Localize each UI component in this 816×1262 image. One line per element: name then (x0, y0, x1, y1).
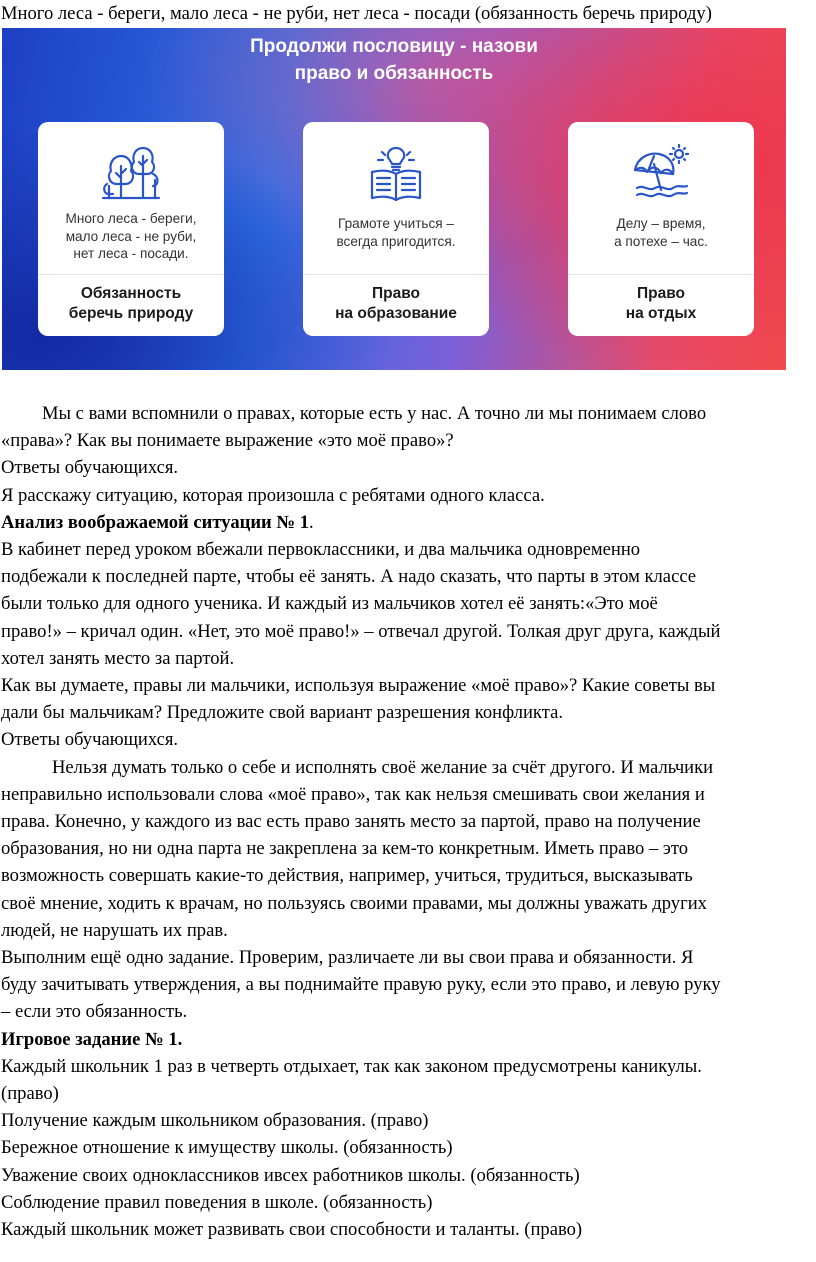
banner-title (2, 33, 786, 87)
card-divider (303, 274, 489, 275)
paragraph-line: были только для одного ученика. И каждый из мальчиков хотел её занять:«Это моё (1, 593, 658, 615)
card-answer-text (572, 284, 750, 323)
answer-line: Право (371, 285, 421, 302)
answer-line: на отдых (625, 304, 697, 322)
card-proverb-text (44, 210, 218, 263)
card-divider (38, 274, 224, 275)
statement-line: Уважение своих одноклассников ивсех работников школы. (обязанность) (1, 1164, 580, 1186)
answer-line: на образование (335, 304, 457, 322)
paragraph-line: образования, но ни одна парта не закреплена за кем-то конкретным. Иметь право – это (1, 838, 689, 860)
paragraph-line: Мы с вами вспомнили о правах, которые есть у нас. А точно ли мы понимаем слово (42, 403, 707, 424)
statement-line: Бережное отношение к имуществу школы. (обязанность) (1, 1137, 453, 1159)
paragraph-line: Как вы думаете, правы ли мальчики, используя выражение «моё право»? Какие советы вы (1, 675, 716, 697)
card-proverb-text (574, 215, 748, 250)
card-divider (568, 274, 754, 275)
paragraph-line: возможность совершать какие-то действия, например, учиться, трудиться, высказывать (1, 865, 693, 887)
card-answer-text (307, 284, 485, 323)
section-heading-situation (1, 509, 816, 536)
paragraph-line: людей, не нарушать их прав. (1, 919, 228, 941)
banner-title-line-2: право и обязанность (294, 63, 494, 84)
paragraph-line: неправильно использовали слова «моё право», так как нельзя смешивать свои желания и (1, 783, 705, 805)
section-heading-game: Игровое задание № 1. (1, 1028, 183, 1050)
card-right-education (303, 122, 489, 336)
proverb-line: нет леса - посади. (73, 246, 189, 261)
paragraph-line: «права»? Как вы понимаете выражение «это моё право»? (1, 430, 454, 452)
paragraph-line: В кабинет перед уроком вбежали первоклассники, и два мальчика одновременно (1, 539, 641, 561)
card-duty-nature (38, 122, 224, 336)
answer-line: Право (636, 285, 686, 302)
paragraph-line: Выполним ещё одно задание. Проверим, различаете ли вы свои права и обязанности. Я (1, 947, 694, 969)
body-text (1, 400, 816, 1243)
banner-title-line-1: Продолжи пословицу - назови (250, 36, 538, 57)
paragraph-line: право!» – кричал один. «Нет, это моё право!» – отвечал другой. Толкая друг друга, каждый (1, 620, 721, 642)
statement-line: Получение каждым школьником образования. (право) (1, 1110, 429, 1132)
statement-line: Соблюдение правил поведения в школе. (обязанность) (1, 1191, 433, 1213)
proverb-line: всегда пригодится. (336, 233, 456, 249)
statement-line: Каждый школьник 1 раз в четверть отдыхает, так как законом предусмотрены каникулы. (1, 1055, 702, 1077)
paragraph-line: Я расскажу ситуацию, которая произошла с ребятами одного класса. (1, 484, 545, 506)
paragraph-line: буду зачитывать утверждения, а вы поднимайте правую руку, если это право, и левую руку (1, 974, 721, 996)
card-answer-text (42, 284, 220, 323)
paragraph-line: – если это обязанность. (1, 1001, 188, 1023)
statement-line: Каждый школьник может развивать свои способности и таланты. (право) (1, 1219, 583, 1241)
proverb-banner-image (2, 28, 786, 370)
proverb-line: мало леса - не руби, (65, 228, 197, 244)
open-book-lightbulb-icon (303, 144, 489, 204)
paragraph-line: своё мнение, ходить к врачам, но пользуясь своими правами, мы должны уважать других (1, 892, 707, 914)
paragraph-line: подбежали к последней парте, чтобы её занять. А надо сказать, что парты в этом классе (1, 566, 697, 588)
paragraph-line: Ответы обучающихся. (1, 457, 179, 479)
proverb-line: Грамоте учиться – (337, 216, 454, 231)
trees-icon (38, 144, 224, 204)
answer-line: беречь природу (68, 304, 194, 322)
proverb-line: Делу – время, (616, 216, 706, 231)
section-heading-text: Анализ воображаемой ситуации № 1 (1, 511, 310, 533)
paragraph-line: Ответы обучающихся. (1, 729, 179, 751)
paragraph-line: Нельзя думать только о себе и исполнять своё желание за счёт другого. И мальчики (52, 756, 714, 778)
proverb-line: Много леса - береги, (65, 211, 197, 226)
paragraph-line: дали бы мальчикам? Предложите свой вариант разрешения конфликта. (1, 702, 563, 724)
card-proverb-text (309, 215, 483, 250)
heading-period: . (309, 511, 314, 533)
statement-line: (право) (1, 1083, 59, 1105)
beach-umbrella-sun-icon (568, 144, 754, 204)
answer-line: Обязанность (80, 285, 182, 302)
card-right-rest (568, 122, 754, 336)
proverb-line: а потехе – час. (614, 233, 708, 249)
paragraph-line: права. Конечно, у каждого из вас есть право занять место за партой, право на получение (1, 811, 701, 833)
proverb-heading-line: Много леса - береги, мало леса - не руби, нет леса - посади (обязанность беречь природу) (1, 3, 712, 24)
paragraph-line: хотел занять место за партой. (1, 647, 235, 669)
